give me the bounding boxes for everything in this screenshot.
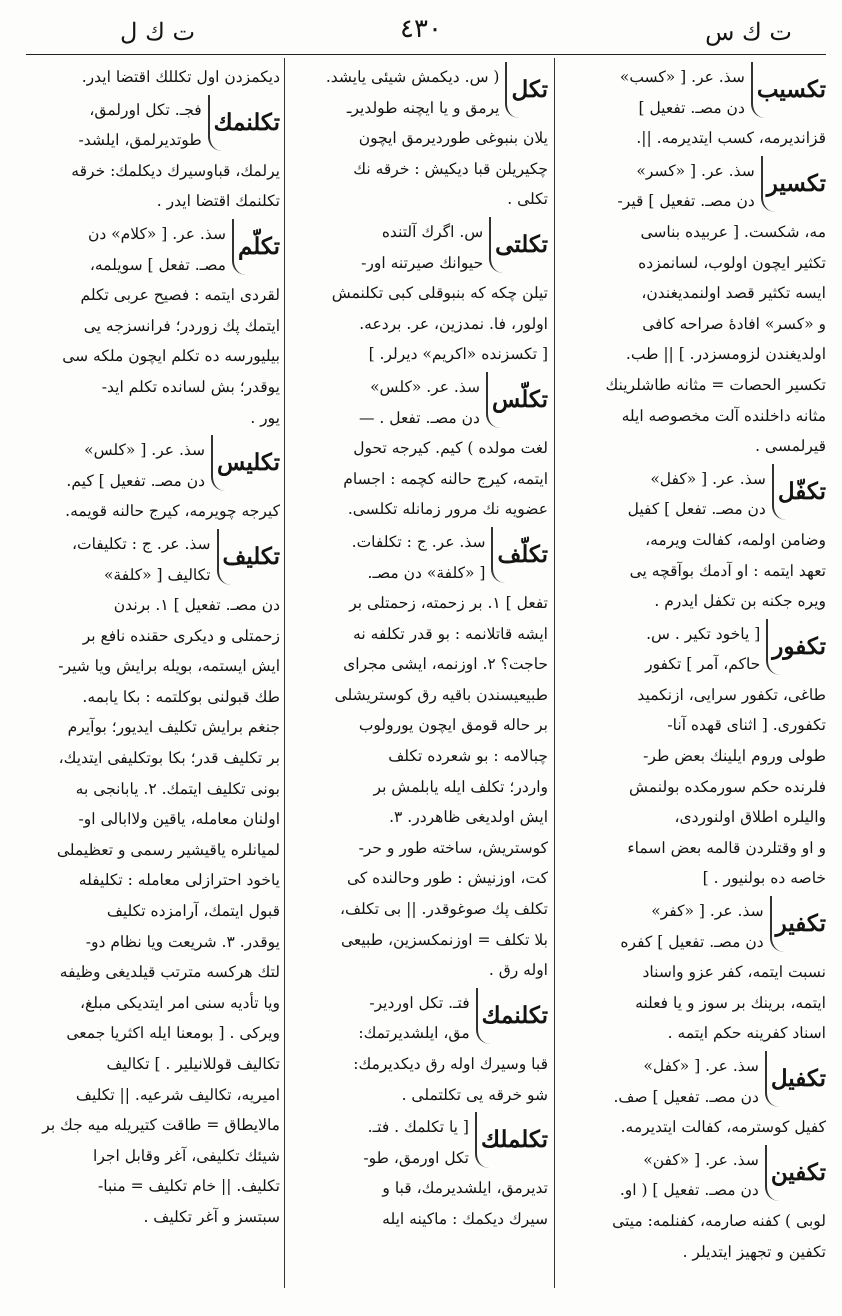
entry-text-line: و «كسر» افادهٔ صراحه كافى xyxy=(642,314,826,333)
entry-text-line: سيرك ديكمك : ماكينه ايله xyxy=(382,1209,548,1228)
entry-text-line: طولى وروم ايلينك بعض طر- xyxy=(643,747,826,766)
entry-text-line: سذ. عر. [ «كسر» xyxy=(636,161,755,180)
entry-text-line: فلرنده حكم سورمكده بولنمش xyxy=(629,777,826,796)
dictionary-entry xyxy=(560,62,826,154)
entry-text-line: بيليورسه ده تكلم ايچون ملكه سى xyxy=(62,347,280,366)
column-right xyxy=(560,62,826,1290)
dictionary-entry xyxy=(560,1145,826,1267)
entry-text-line: طك قبولنى بوكلتمه : بكا يابمه. xyxy=(82,687,280,706)
entry-text-line: كيرجه چويرمه، كيرج حالنه قويمه. xyxy=(65,502,280,521)
column-left xyxy=(26,62,280,1290)
entry-text-line: حاجت؟ ٢. اوزنمه، ايشى مجراى xyxy=(343,655,548,674)
entry-text-line: عضويه نك مرور زمانله تكلسى. xyxy=(347,500,548,519)
entry-headword: تكلتى xyxy=(489,217,548,273)
entry-text-line: سذ. عر. [ «كلام» دن xyxy=(87,224,226,243)
entry-text-line: ديكمزدن اول تكللك اقتضا ايدر. xyxy=(81,68,280,86)
entry-text-line: مثانه داخلنده آلت مخصوصه ايله xyxy=(621,406,826,425)
dictionary-entry xyxy=(26,219,280,433)
column-middle xyxy=(290,62,548,1290)
entry-text-line: سذ. عر. ج : تكليفات، xyxy=(71,534,211,553)
entry-text-line: قيرلمسى . xyxy=(755,437,826,456)
entry-text-line: مصـ. تفعل ] سويلمه، xyxy=(89,255,226,274)
entry-text-line: تكل اورمق، طو- xyxy=(363,1148,469,1167)
entry-text-line: فجـ. تكل اورلمق، xyxy=(89,100,202,119)
entry-text-line: لغت مولده ) كيم. كيرجه تحول xyxy=(353,439,548,458)
entry-text-line: ايتمه، كيرج حالنه كچمه : اجسام xyxy=(343,469,548,488)
entry-text-line: سذ. عر. «كلس» xyxy=(370,377,480,396)
dictionary-entry xyxy=(26,529,280,1233)
entry-text-line: يرلمك، قباوسيرك ديكلمك: خرقه xyxy=(71,161,280,180)
entry-text-line: تكلنمك اقتضا ايدر . xyxy=(156,192,280,211)
entry-text-line: لتك هركسه مترتب قيلديغى وظيفه xyxy=(59,963,280,982)
entry-text-line: مه، شكست. [ عربيده بناسى xyxy=(640,222,826,241)
entry-text-line: ايش اولديغى ظاهردر. ٣. xyxy=(389,808,548,827)
entry-text-line: اولنان معامله، ياقين ولاابالى او- xyxy=(78,810,280,829)
entry-text-line: اولديغندن لزومسزدر. ] || طب. xyxy=(625,345,826,364)
entry-headword: تكفيل xyxy=(765,1051,826,1107)
entry-headword: تكلنمك xyxy=(208,95,280,151)
entry-headword: تكلملك xyxy=(475,1112,548,1168)
entry-text-line: لقردى ايتمه : فصيح عربى تكلم xyxy=(80,286,280,305)
dictionary-entry xyxy=(290,988,548,1110)
page-number: ٤٣٠ xyxy=(400,14,442,44)
entry-text-line: سذ. عر. ج : تكلفات. xyxy=(351,532,486,551)
entry-text-line: زحمتلى و ديكرى حقنده نافع بر xyxy=(82,626,280,645)
entry-headword: تكل xyxy=(505,62,548,118)
guide-word-right: ت ك س xyxy=(705,18,792,46)
guide-word-left: ت ك ل xyxy=(120,18,196,46)
entry-text-line: [ «كلفة» دن مصـ. xyxy=(367,563,486,582)
entry-text-line: چكيريلن قبا ديكيش : خرقه نك xyxy=(353,159,548,178)
entry-text-line: دن مصـ. تفعل . — xyxy=(358,408,480,427)
entry-text-line: ويركى . [ بومعنا ايله اكثريا جمعى xyxy=(66,1024,280,1043)
entry-text-line: واردر؛ تكلف ايله يابلمش بر xyxy=(373,777,548,796)
entry-text-line: طاغى، تكفور سرايى، ازنكميد xyxy=(637,685,826,704)
entry-text-line: تكسير الحصات = مثانه طاشلرينك xyxy=(605,375,826,394)
entry-text-line: ياخود احترازلى معامله : تكليفله xyxy=(78,871,280,890)
entry-text-line: نسبت ايتمه، كفر عزو واسناد xyxy=(642,963,826,982)
entry-text-line: سذ. عر. [ «كفن» xyxy=(643,1150,759,1169)
entry-headword: تكلّس xyxy=(486,372,548,428)
entry-text-line: قبول ايتمك، آرامزده تكليف xyxy=(106,902,280,921)
entry-headword: تكفين xyxy=(765,1145,826,1201)
entry-text-line: سذ. عر. [ «كلس» xyxy=(84,441,206,460)
dictionary-entry xyxy=(560,1051,826,1143)
dictionary-entry xyxy=(290,372,548,525)
entry-headword: تكليف xyxy=(217,529,280,585)
entry-text-line: ويا تأديه سنى امر ايتديكى مبلغ، xyxy=(79,993,280,1012)
entry-text-line: تفعل ] ١. بر زحمته، زحمتلى بر xyxy=(349,594,548,613)
entry-text-line: طوتديرلمق، ايلشد- xyxy=(78,131,202,150)
dictionary-entry xyxy=(290,1112,548,1234)
entry-text-line: دن مصـ. تفعل ] كفيل xyxy=(627,500,766,519)
entry-text-line: دن مصـ. تفعيل ] كيم. xyxy=(66,471,206,490)
entry-text-line: ويره جكنه بن تكفل ايدرم . xyxy=(654,592,826,611)
entry-text-line: يور . xyxy=(250,408,280,427)
dictionary-entry xyxy=(26,435,280,527)
entry-text-line: جنغم برايش تكليف ايديور؛ بوآيرم xyxy=(67,718,280,737)
entry-text-line: تكليف. || خام تكليف = منبا- xyxy=(98,1177,280,1196)
column-divider-left xyxy=(284,58,285,1288)
entry-headword: تكفّل xyxy=(772,464,826,520)
entry-text-line: دن مصـ. تفعيل ] ( او. xyxy=(619,1181,759,1200)
entry-text-line: ايتمك پك زوردر؛ فرانسزجه يى xyxy=(83,316,280,335)
entry-text-line: دن مصـ. تفعيل ] قير- xyxy=(617,192,755,211)
dictionary-entry xyxy=(560,619,826,894)
entry-text-line: دن مصـ. تفعيل ] ١. برندن xyxy=(113,596,280,615)
dictionary-entry xyxy=(560,896,826,1049)
entry-text-line: سبتسز و آغر تكليف . xyxy=(143,1207,280,1226)
entry-text-line: سذ. عر. [ «كسب» xyxy=(619,68,745,86)
entry-headword: تكفور xyxy=(766,619,826,675)
entry-text-line: اوله رق . xyxy=(488,961,548,980)
entry-text-line: خاصه ده بولنيور . ] xyxy=(702,869,826,888)
entry-text-line: سذ. عر. [ «كفر» xyxy=(651,902,764,921)
entry-text-line: اسناد كفرينه حكم ايتمه . xyxy=(667,1024,826,1043)
entry-text-line: ايتمه، برينك بر سوز و يا فعلنه xyxy=(635,993,826,1012)
entry-text-line: دن مصـ. تفعيل ] xyxy=(638,98,745,117)
entry-text-line: شو خرقه يى تكلتملى . xyxy=(401,1085,548,1104)
entry-text-line: سذ. عر. [ «كفل» xyxy=(643,1057,759,1075)
entry-text-line: واليلره اطلاق اولنوردى، xyxy=(674,808,826,827)
entry-text-line: تكاليف قوللانيلير . ] تكاليف xyxy=(106,1055,280,1073)
entry-text-line: تيلن چكه كه بنبوقلى كبى تكلنمش xyxy=(331,284,548,303)
entry-headword: تكلّف xyxy=(491,527,548,583)
entry-text-line: تكلى . xyxy=(507,190,548,209)
entry-text-line: قبا وسيرك اوله رق ديكديرمك: xyxy=(353,1055,548,1073)
entry-text-line: تكثير ايچون اولوب، لسانمزده xyxy=(638,253,826,272)
entry-text-line: دن مصـ. تفعيل ] كفره xyxy=(620,932,764,951)
entry-headword: تكلّم xyxy=(232,219,280,275)
entry-text-line: ايش ايستمه، بويله برايش ويا شير- xyxy=(58,657,280,676)
dictionary-entry xyxy=(290,62,548,215)
entry-text-line: تكفورى. [ اثناى قهده آنا- xyxy=(667,716,826,735)
entry-text-line: دن مصـ. تفعيل ] صف. xyxy=(613,1087,759,1106)
entry-text-line: فتـ. تكل اوردير- xyxy=(369,993,470,1012)
entry-text-line: يوقدر. ٣. شريعت ويا نظام دو- xyxy=(85,932,280,951)
entry-headword: تكسيب xyxy=(751,62,826,118)
entry-text-line: لوبى ) كفنه صارمه، كفنلمه: ميتى xyxy=(612,1211,826,1230)
entry-text-line: بر تكليف قدر؛ بكا بوتكليفى ايتديك، xyxy=(58,749,280,768)
dictionary-entry xyxy=(26,95,280,217)
entry-text-line: تكلف پك صوغوقدر. || بى تكلف، xyxy=(339,900,548,919)
entry-text-line: يلان بنبوغى طورديرمق ايچون xyxy=(358,129,548,148)
entry-text-line: حيوانك صيرتنه اور- xyxy=(361,253,484,272)
entry-text-line: تديرمق، ايلشديرمك، قبا و xyxy=(382,1179,548,1198)
entry-text-line: يرمق و يا ايچنه طولديرـ xyxy=(346,98,500,117)
entry-text-line: تكفين و تجهيز ايتديلر . xyxy=(682,1242,826,1261)
entry-headword: تكفير xyxy=(770,896,826,952)
entry-text-line: ايشه قاتلانمه : بو قدر تكلفه نه xyxy=(353,624,548,643)
entry-text-line: طبيعيسندن باقيه رق كوستريشلى xyxy=(334,685,548,704)
entry-text-line: تكاليف [ «كلفة» xyxy=(103,565,211,584)
page-header xyxy=(0,0,842,56)
entry-text-line: [ ياخود تكير . س. xyxy=(646,624,761,643)
entry-text-line: مق، ايلشديرتمك: xyxy=(358,1024,470,1043)
dictionary-entry xyxy=(26,62,280,93)
entry-text-line: بر حاله قومق ايچون يورولوب xyxy=(358,716,548,735)
column-divider-right xyxy=(554,58,555,1288)
entry-text-line: ( س. ديكمش شيئى يايشد. xyxy=(325,68,500,86)
dictionary-entry xyxy=(290,217,548,370)
entry-text-line: س. اگرك آلتنده xyxy=(381,222,484,241)
entry-text-line: مالايطاق = طاقت كتيريله ميه جك بر xyxy=(42,1116,280,1135)
entry-text-line: لميانلره ياقيشير رسمى و تعظيملى xyxy=(56,840,280,859)
entry-text-line: كفيل كوسترمه، كفالت ايتديرمه. xyxy=(620,1118,826,1137)
entry-text-line: بلا تكلف = اوزنمكسزين، طبيعى xyxy=(340,930,548,949)
entry-text-line: يوقدر؛ بش لسانده تكلم ايد- xyxy=(101,377,280,396)
entry-text-line: قزانديرمه، كسب ايتديرمه. ||. xyxy=(636,129,826,148)
dictionary-entry xyxy=(290,527,548,986)
header-rule xyxy=(26,54,826,55)
entry-text-line: ايسه تكثير قصد اولنمديغندن، xyxy=(641,284,826,303)
entry-text-line: كوستريش، ساخته طور و حر- xyxy=(358,838,548,857)
entry-text-line: [ يا تكلمك . فتـ. xyxy=(367,1118,469,1137)
entry-text-line: اولور، فا. نمدزين، عر. بردعه. xyxy=(359,314,548,333)
entry-text-line: چبالامه : بو شعرده تكلف xyxy=(388,747,548,766)
entry-text-line: تعهد ايتمه : او آدمك بوآقچه يى xyxy=(629,561,826,580)
dictionary-entry xyxy=(560,156,826,462)
entry-text-line: سذ. عر. [ «كفل» xyxy=(650,469,766,488)
dictionary-entry xyxy=(560,464,826,617)
entry-text-line: اميريه، تكاليف شرعيه. || تكليف xyxy=(75,1085,280,1104)
entry-headword: تكلنمك xyxy=(476,988,548,1044)
entry-text-line: و او وقتلردن قالمه بعض اسماء xyxy=(627,838,826,857)
entry-text-line: حاكم، آمر ] تكفور xyxy=(645,655,761,674)
entry-headword: تكسير xyxy=(761,156,826,212)
entry-headword: تكليس xyxy=(211,435,280,491)
entry-text-line: وضامن اولمه، كفالت ويرمه، xyxy=(645,530,826,549)
entry-text-line: [ تكسزنده «اكريم» ديرلر. ] xyxy=(368,345,548,364)
entry-text-line: بونى تكليف ايتمك. ٢. يابانجى به xyxy=(75,779,280,798)
entry-text-line: شيئك تكليفى، آغر وقابل اجرا xyxy=(93,1146,280,1165)
entry-text-line: كت، اوزنيش : طور وحالنده كى xyxy=(346,869,548,888)
